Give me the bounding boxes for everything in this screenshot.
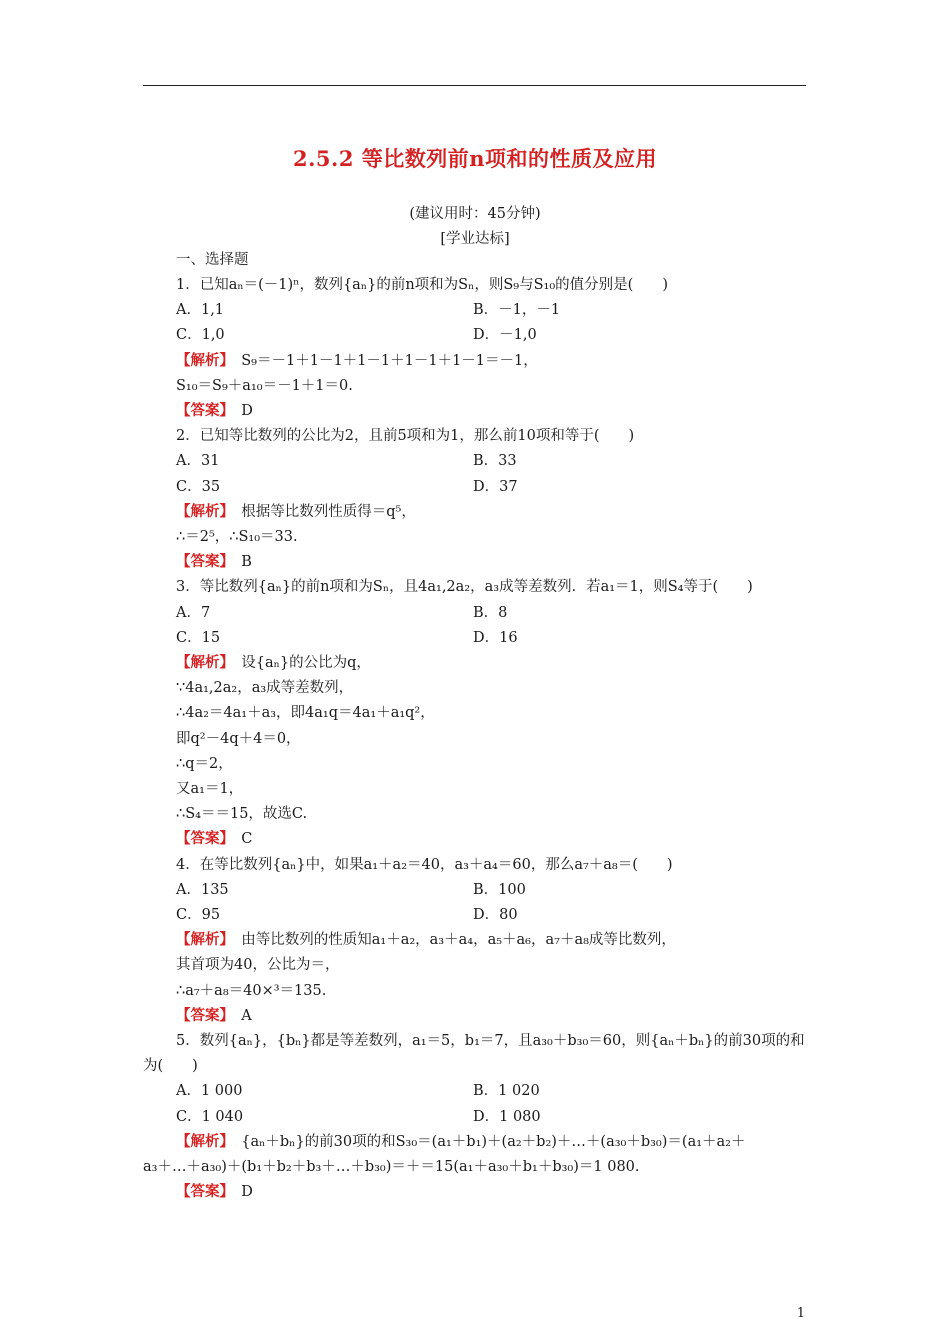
line-text: C．15 [176,629,221,646]
line-text: 5．数列{aₙ}，{bₙ}都是等差数列，a₁＝5，b₁＝7，且a₃₀＋b₃₀＝60，则{aₙ＋bₙ}的前30项的和 [176,1033,805,1049]
answer-tag: 【解析】 [176,654,227,671]
answer-line [176,1006,252,1026]
answer-tag: 【答案】 [176,553,227,571]
choice-option: B．8 [473,604,508,621]
line-text: A．1,1 [176,302,225,319]
line-text: ∴4a₂＝4a₁＋a₃，即4a₁q＝4a₁＋a₁q²， [176,705,435,722]
answer-line [176,653,371,673]
line-text: B [226,554,252,571]
line-text: ∴S₄＝＝15，故选C. [176,806,308,823]
text-line [176,451,219,471]
choice-option: B．33 [473,453,517,470]
line-text: a₃＋…＋a₃₀)＋(b₁＋b₂＋b₃＋…＋b₃₀)＝＋＝15(a₁＋a₃₀＋b₁＋b₃₀)＝1 080. [143,1159,640,1175]
text-line [176,275,668,295]
text-line [143,1157,640,1177]
text-line [143,1056,198,1076]
line-text: A [226,1007,252,1024]
line-text: 3．等比数列{aₙ}的前n项和为Sₙ，且4a₁,2a₂，a₃成等差数列．若a₁＝1，则S₄等于( ) [176,579,753,596]
text-line [176,855,673,875]
line-text: A．135 [176,881,229,898]
text-line [176,1107,243,1127]
page-title: 2.5.2 等比数列前n项和的性质及应用 [292,146,658,171]
line-text: S₁₀＝S₉＋a₁₀＝－1＋1＝0. [176,377,353,394]
line-text: A．31 [176,453,220,470]
line-text: 又a₁＝1， [176,781,244,797]
text-line [176,678,353,698]
line-text: C．1 040 [176,1108,244,1125]
text-line [176,955,339,975]
text-line [176,300,224,320]
choice-option: D．37 [473,478,518,495]
text-line [176,804,307,824]
text-line [176,880,229,900]
line-text: A．7 [176,604,211,621]
line-text: ∴a₇＋a₈＝40×³＝135. [176,982,327,999]
line-text: 由等比数列的性质知a₁＋a₂，a₃＋a₄，a₅＋a₆，a₇＋a₈成等比数列， [226,932,676,949]
text-line [176,905,220,925]
text-line [176,981,326,1001]
choice-option: D．16 [473,629,518,646]
line-text: 4．在等比数列{aₙ}中，如果a₁＋a₂＝40，a₃＋a₄＝60，那么a₇＋a₈＝( ) [176,856,673,873]
choice-option: B．－1，－1 [473,302,561,319]
choice-option: B．1 020 [473,1083,540,1100]
header-rule [143,85,806,86]
text-line [176,1031,805,1051]
text-line [176,703,435,723]
answer-tag: 【解析】 [176,502,227,520]
answer-line [176,502,416,522]
line-text: {aₙ＋bₙ}的前30项的和S₃₀＝(a₁＋b₁)＋(a₂＋b₂)＋…＋(a₃₀＋b₃₀)＝(a₁＋a₂＋ [226,1133,746,1150]
text-line [176,754,233,774]
line-text: A．1 000 [176,1083,243,1100]
line-text: 1．已知aₙ＝(－1)ⁿ，数列{aₙ}的前n项和为Sₙ，则S₉与S₁₀的值分别是( ) [176,277,668,293]
line-text: C．35 [176,478,221,495]
answer-line [176,552,252,572]
line-text: 其首项为40，公比为＝， [176,957,340,974]
line-text: D [226,403,253,419]
part-heading: 一、选择题 [176,252,249,268]
text-line [176,779,243,799]
answer-line [176,351,538,371]
line-text: 根据等比数列性质得＝q⁵， [226,503,416,520]
answer-tag: 【解析】 [176,931,227,949]
line-text: C．1,0 [176,327,225,344]
time-note: (建议用时：45分钟) [409,206,541,222]
answer-line [176,401,253,421]
line-text: 为( ) [143,1058,198,1075]
line-text: C．95 [176,907,221,923]
page-number: 1 [796,1306,805,1321]
text-line [176,603,210,623]
line-text: C [226,831,253,848]
choice-option: D．－1,0 [473,327,537,344]
section-label: [学业达标] [440,231,510,247]
text-line [176,426,634,446]
answer-tag: 【解析】 [176,351,227,369]
answer-tag: 【解析】 [176,1132,227,1150]
line-text: 2．已知等比数列的公比为2，且前5项和为1，那么前10项和等于( ) [176,428,635,445]
line-text: ∴＝2⁵，∴S₁₀＝33. [176,529,298,545]
answer-line [176,1182,253,1202]
text-line [176,527,298,547]
answer-tag: 【答案】 [176,402,227,419]
text-line [176,577,753,597]
line-text: ∵4a₁,2a₂，a₃成等差数列， [176,680,354,697]
choice-option: D．1 080 [473,1108,541,1125]
text-line [176,628,220,648]
line-text: 即q²－4q＋4＝0， [176,730,301,747]
answer-tag: 【答案】 [176,1183,227,1201]
line-text: D [226,1184,253,1201]
answer-line [176,930,676,950]
text-line [176,1081,242,1101]
answer-line [176,1132,745,1152]
line-text: ∴q＝2， [176,755,233,772]
line-text: 设{aₙ}的公比为q， [226,655,371,671]
line-text: S₉＝－1＋1－1＋1－1＋1－1＋1－1＝－1， [226,352,538,369]
text-line [176,376,353,396]
answer-tag: 【答案】 [176,1006,227,1024]
answer-tag: 【答案】 [176,830,227,848]
text-line [176,729,301,749]
choice-option: D．80 [473,907,518,923]
text-line [176,325,225,345]
answer-line [176,829,252,849]
choice-option: B．100 [473,881,526,898]
text-line [176,477,220,497]
